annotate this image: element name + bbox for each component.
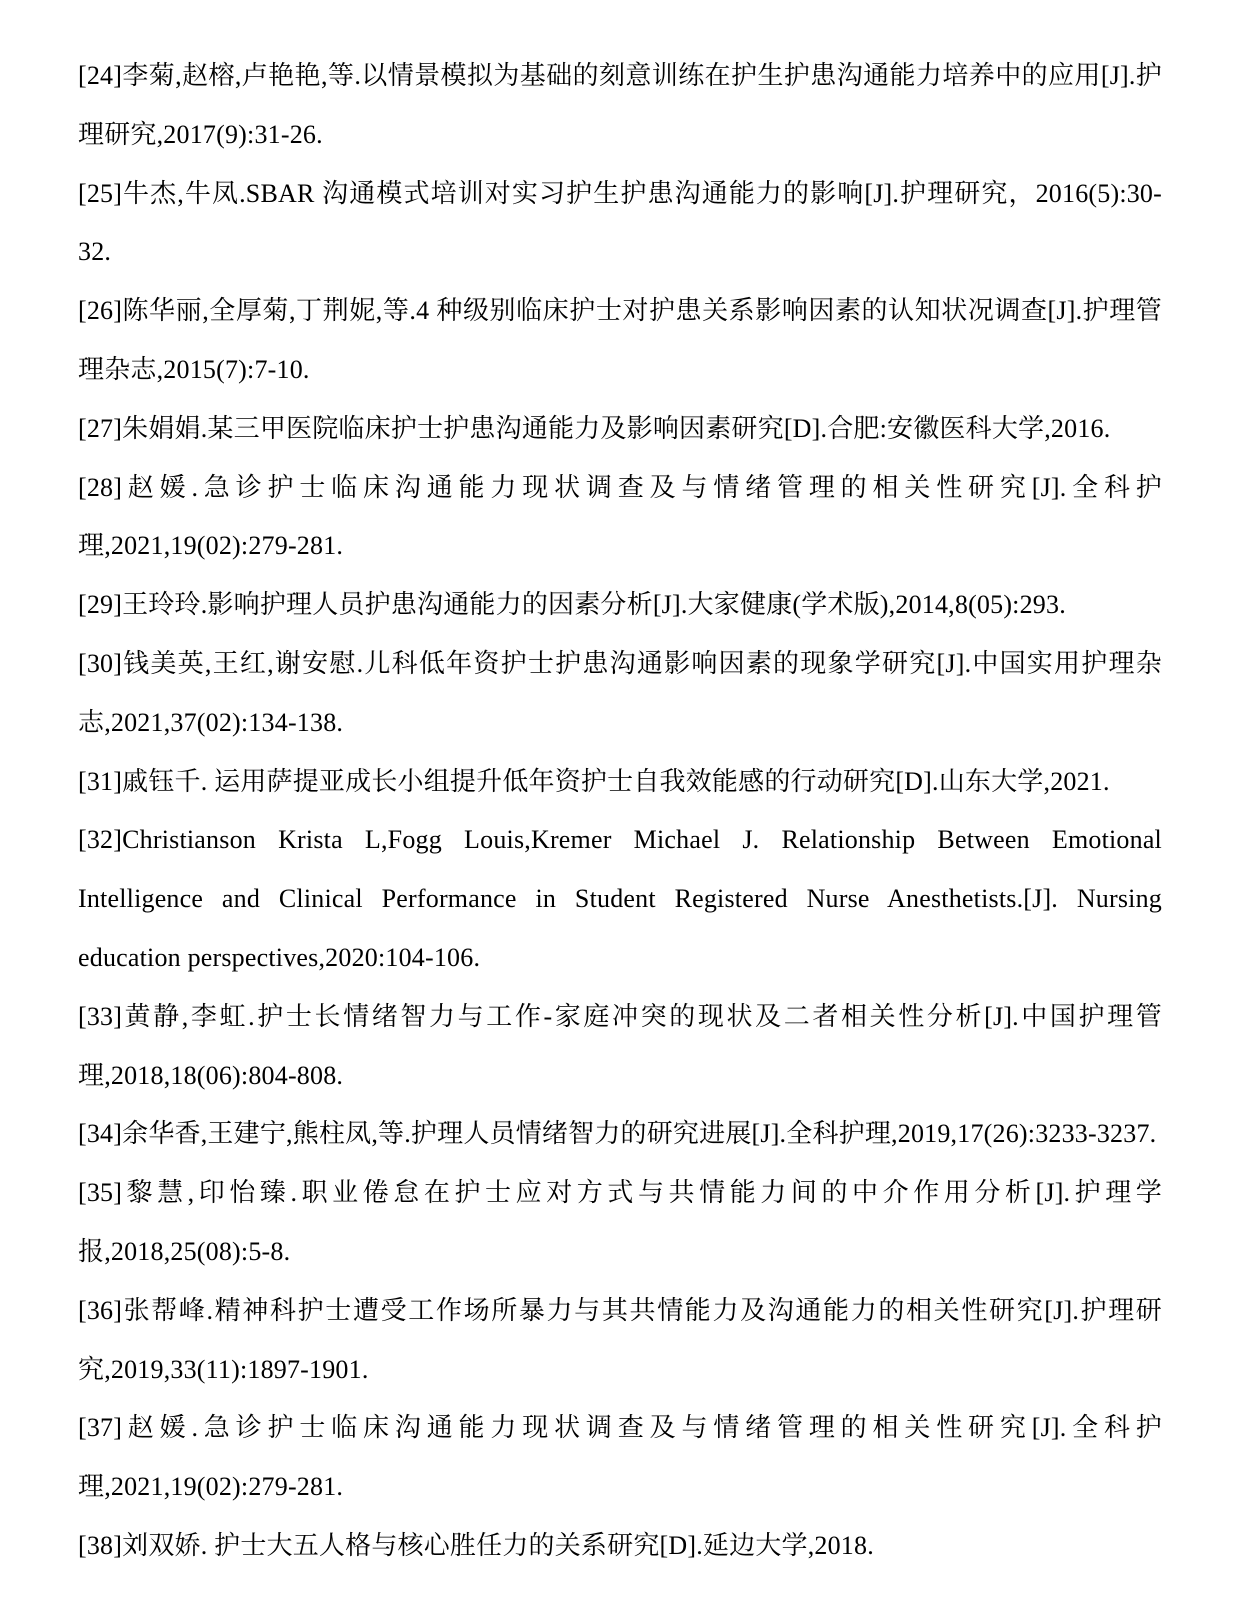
reference-entry-33: [33]黄静,李虹.护士长情绪智力与工作-家庭冲突的现状及二者相关性分析[J].中国护理管理,2018,18(06):804-808.: [78, 1001, 1162, 1090]
reference-entry-28: [28]赵媛.急诊护士临床沟通能力现状调查及与情绪管理的相关性研究[J].全科护理,2021,19(02):279-281.: [78, 472, 1162, 561]
reference-entry-35: [35]黎慧,印怡臻.职业倦怠在护士应对方式与共情能力间的中介作用分析[J].护理学报,2018,25(08):5-8.: [78, 1178, 1162, 1266]
reference-entry-29: [29]王玲玲.影响护理人员护患沟通能力的因素分析[J].大家健康(学术版),2014,8(05):293.: [78, 590, 1066, 620]
reference-entry-36: [36]张帮峰.精神科护士遭受工作场所暴力与其共情能力及沟通能力的相关性研究[J].护理研究,2019,33(11):1897-1901.: [78, 1295, 1162, 1384]
reference-entry-34: [34]余华香,王建宁,熊柱凤,等.护理人员情绪智力的研究进展[J].全科护理,2019,17(26):3233-3237.: [78, 1119, 1157, 1149]
reference-entry-37: [37]赵媛.急诊护士临床沟通能力现状调查及与情绪管理的相关性研究[J].全科护理,2021,19(02):279-281.: [78, 1413, 1162, 1502]
reference-entry-30: [30]钱美英,王红,谢安慰.儿科低年资护士护患沟通影响因素的现象学研究[J].中国实用护理杂志,2021,37(02):134-138.: [78, 648, 1162, 737]
reference-entry-25: [25]牛杰,牛凤.SBAR 沟通模式培训对实习护生护患沟通能力的影响[J].护理研究，2016(5):30-32.: [78, 178, 1162, 267]
reference-entry-31: [31]戚钰千. 运用萨提亚成长小组提升低年资护士自我效能感的行动研究[D].山东大学,2021.: [78, 766, 1110, 796]
reference-entry-27: [27]朱娟娟.某三甲医院临床护士护患沟通能力及影响因素研究[D].合肥:安徽医科大学,2016.: [78, 413, 1111, 443]
reference-entry-38: [38]刘双娇. 护士大五人格与核心胜任力的关系研究[D].延边大学,2018.: [78, 1530, 874, 1560]
reference-entry-32: [32]Christianson Krista L,Fogg Louis,Kremer Michael J. Relationship Between Emotional Intelligence and Clinical Performance in Student Registered Nurse Anesthetists.[J]. Nursing education perspectives,2020:104-106.: [78, 825, 1162, 972]
reference-entry-26: [26]陈华丽,全厚菊,丁荆妮,等.4 种级别临床护士对护患关系影响因素的认知状况调查[J].护理管理杂志,2015(7):7-10.: [78, 296, 1162, 384]
reference-entry-24: [24]李菊,赵榕,卢艳艳,等.以情景模拟为基础的刻意训练在护生护患沟通能力培养中的应用[J].护理研究,2017(9):31-26.: [78, 61, 1162, 149]
